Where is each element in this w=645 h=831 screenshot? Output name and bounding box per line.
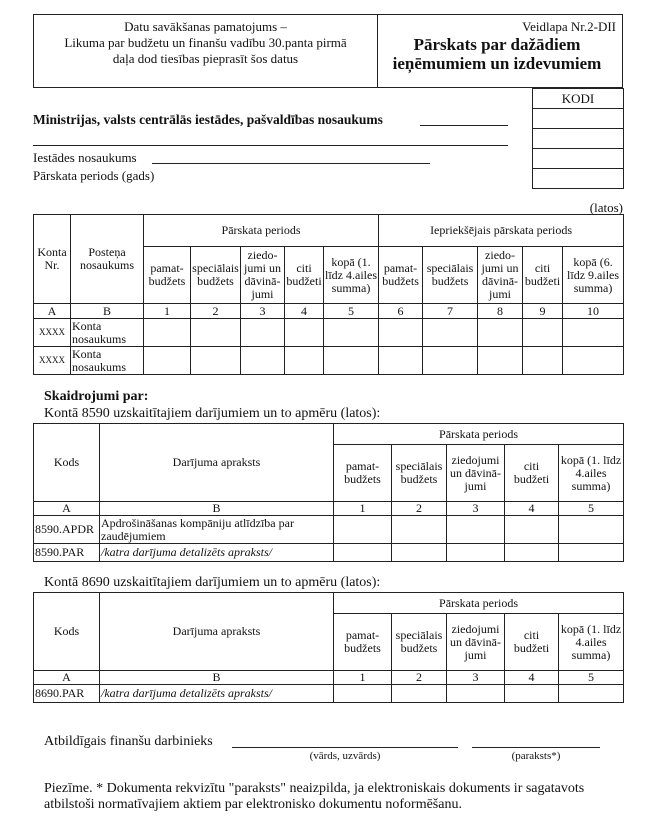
cell[interactable] [334,544,392,562]
col-header: speciālais budžets [392,614,447,671]
transaction-desc: /katra darījuma detalizēts apraksts/ [100,544,334,562]
col-header: Darījuma apraksts [100,424,334,502]
account-code: XXXX [34,347,71,375]
table-row [34,544,624,562]
basis-line: Likuma par budžetu un finanšu vadību 30.panta pirmā [64,35,347,50]
transaction-desc: Apdrošināšanas kompāniju atlīdzība par zaudējumiem [100,516,334,544]
group-header: Iepriekšējais pārskata periods [379,215,624,247]
cell[interactable] [505,544,559,562]
code-field[interactable] [533,148,623,168]
table-row [34,319,624,347]
col-header: speciālais budžets [191,247,241,304]
cell[interactable] [505,516,559,544]
col-number: 3 [447,671,505,685]
col-number: 1 [334,671,392,685]
col-header: kopā (1. līdz 4.ailes summa) [324,247,379,304]
form-title: Pārskats par dažādiem [413,35,581,54]
codes-label: KODI [561,91,595,106]
table-row [34,516,624,544]
col-number: 7 [423,304,478,319]
col-number: A [34,502,100,516]
basis-line: Datu savākšanas pamatojums – [124,19,287,34]
table-8690 [33,592,624,703]
col-header: kopā (6. līdz 9.ailes summa) [563,247,624,304]
col-header: Konta Nr. [34,215,71,304]
cell[interactable] [478,347,523,375]
table-row [34,347,624,375]
footnote: Piezīme. * Dokumenta rekvizītu "paraksts" neaizpilda, ja elektroniskais dokuments ir sagatavots atbilstoši normatīvajiem aktiem par elektronisko dokumentu noformēšanu. [44,781,585,812]
cell[interactable] [559,544,624,562]
cell[interactable] [379,347,423,375]
table-row [34,685,624,703]
col-number: 4 [505,671,559,685]
form-title: ieņēmumiem un izdevumiem [392,54,602,73]
col-number: 5 [559,502,624,516]
currency-note: (latos) [589,200,623,215]
cell[interactable] [423,347,478,375]
col-header: speciālais budžets [423,247,478,304]
cell[interactable] [324,347,379,375]
institution-field[interactable] [152,163,430,164]
code-field[interactable] [533,108,623,128]
explanations-heading: Skaidrojumi par: [44,389,149,404]
col-header: ziedo-jumi un dāvinā-jumi [478,247,523,304]
cell[interactable] [563,319,624,347]
ministry-field-line2[interactable] [33,145,508,146]
account-name: Konta nosaukums [71,347,144,375]
cell[interactable] [478,319,523,347]
account-code: XXXX [34,319,71,347]
data-basis [34,15,378,87]
ministry-label: Ministrijas, valsts centrālās iestādes, pašvaldības nosaukums [33,112,383,127]
col-number: B [100,502,334,516]
col-header: citi budžeti [505,445,559,502]
col-header: pamat-budžets [334,614,392,671]
col-number: 3 [241,304,285,319]
table-8690-title: Kontā 8690 uzskaitītajiem darījumiem un to apmēru (latos): [44,575,381,590]
col-number: A [34,671,100,685]
signature-label: Atbildīgais finanšu darbinieks [44,734,213,749]
col-header: citi budžeti [523,247,563,304]
code-field[interactable] [533,168,623,188]
col-number: 2 [392,671,447,685]
transaction-code: 8590.PAR [34,544,100,562]
col-header: kopā (1. līdz 4.ailes summa) [559,445,624,502]
col-header: speciālais budžets [392,445,447,502]
col-header: pamat-budžets [144,247,191,304]
period-label: Pārskata periods (gads) [33,168,155,183]
cell[interactable] [447,685,505,703]
table-8590-title: Kontā 8590 uzskaitītajiem darījumiem un to apmēru (latos): [44,406,381,421]
basis-line: daļa dod tiesības pieprasīt šos datus [112,51,299,66]
cell[interactable] [191,319,241,347]
cell[interactable] [523,347,563,375]
col-number: B [71,304,144,319]
cell[interactable] [285,347,324,375]
col-header: Posteņa nosaukums [71,215,144,304]
col-number: 5 [559,671,624,685]
institution-label: Iestādes nosaukums [33,150,137,165]
col-number: 5 [324,304,379,319]
cell[interactable] [144,319,191,347]
col-number: 1 [144,304,191,319]
col-number: 2 [392,502,447,516]
col-number: 2 [191,304,241,319]
cell[interactable] [447,516,505,544]
signature-caption: (paraksts*) [511,750,561,762]
col-header: citi budžeti [285,247,324,304]
col-number: 6 [379,304,423,319]
account-name: Konta nosaukums [71,319,144,347]
col-header: Darījuma apraksts [100,593,334,671]
col-number: 9 [523,304,563,319]
cell[interactable] [241,347,285,375]
form-header [33,14,623,88]
col-header: kopā (1. līdz 4.ailes summa) [559,614,624,671]
signature-field[interactable] [472,747,600,748]
col-number: 10 [563,304,624,319]
cell[interactable] [392,516,447,544]
col-header: pamat-budžets [334,445,392,502]
cell[interactable] [379,319,423,347]
cell[interactable] [392,544,447,562]
transaction-code: 8690.PAR [34,685,100,703]
code-field[interactable] [533,128,623,148]
col-number: A [34,304,71,319]
col-number: 8 [478,304,523,319]
codes-box [532,88,624,189]
group-header: Pārskata periods [144,215,379,247]
cell[interactable] [285,319,324,347]
cell[interactable] [334,516,392,544]
ministry-field[interactable] [420,125,508,126]
cell[interactable] [334,685,392,703]
cell[interactable] [144,347,191,375]
col-header: ziedo-jumi un dāvinā-jumi [241,247,285,304]
col-header: Kods [34,593,100,671]
name-caption: (vārds, uzvārds) [309,750,381,762]
column-numbers-row [34,304,624,319]
col-header: pamat-budžets [379,247,423,304]
table-8590 [33,423,624,562]
name-field[interactable] [232,747,458,748]
col-number: 3 [447,502,505,516]
col-number: 4 [505,502,559,516]
col-header: ziedojumi un dāvinā-jumi [447,614,505,671]
cell[interactable] [563,347,624,375]
col-header: ziedojumi un dāvinā-jumi [447,445,505,502]
form-number: Veidlapa Nr.2-DII [522,19,616,34]
transaction-code: 8590.APDR [34,516,100,544]
col-number: 4 [285,304,324,319]
cell[interactable] [559,516,624,544]
cell[interactable] [559,685,624,703]
cell[interactable] [324,319,379,347]
cell[interactable] [392,685,447,703]
cell[interactable] [447,544,505,562]
main-table [33,214,624,375]
cell[interactable] [191,347,241,375]
cell[interactable] [241,319,285,347]
col-number: 1 [334,502,392,516]
cell[interactable] [505,685,559,703]
col-number: B [100,671,334,685]
group-header: Pārskata periods [334,593,624,614]
cell[interactable] [523,319,563,347]
transaction-desc: /katra darījuma detalizēts apraksts/ [100,685,334,703]
cell[interactable] [423,319,478,347]
group-header: Pārskata periods [334,424,624,445]
col-header: Kods [34,424,100,502]
col-header: citi budžeti [505,614,559,671]
